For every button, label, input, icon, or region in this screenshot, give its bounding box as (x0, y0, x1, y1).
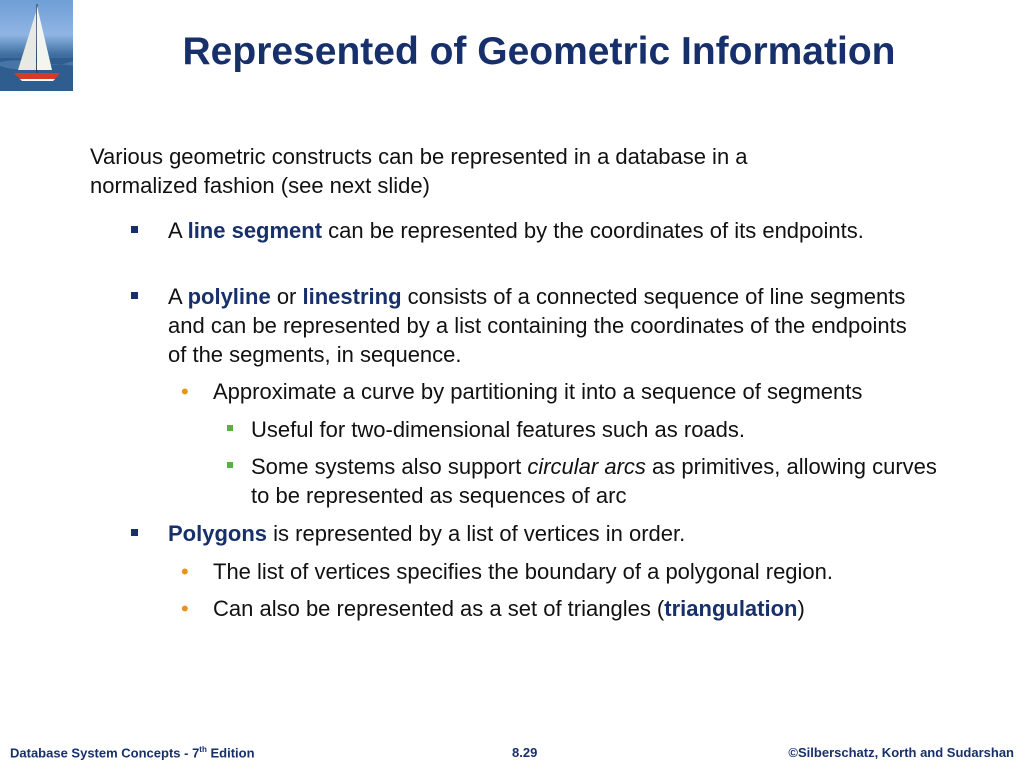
keyword-polygons: Polygons (168, 521, 268, 546)
list-item-triangulation: • Can also be represented as a set of triangles (triangulation) (181, 596, 805, 621)
keyword-line-segment: line segment (187, 218, 323, 243)
footer-page-number: 8.29 (512, 745, 538, 760)
keyword-triangulation: triangulation (664, 596, 798, 621)
footer-book-title: Database System Concepts - 7th Edition (10, 745, 255, 761)
list-item-line-segment: A line segment can be represented by the coordinates of its endpoints. (168, 216, 928, 245)
list-item-polyline: A polyline or linestring consists of a connected sequence of line segments and can be represented by a list containing the coordinates of the endpoints of the segments, in sequence. (168, 282, 928, 369)
list-item-vertices: • The list of vertices specifies the boundary of a polygonal region. (181, 559, 834, 584)
square-bullet-icon (131, 292, 138, 299)
dot-bullet-icon: • (181, 559, 189, 584)
keyword-polyline: polyline (187, 284, 271, 309)
dot-bullet-icon: • (181, 379, 189, 404)
intro-paragraph: Various geometric constructs can be represented in a database in a normalized fashion (see next slide) (90, 144, 748, 198)
list-item-polygons: Polygons is represented by a list of vertices in order. (168, 519, 928, 548)
slide-title: Represented of Geometric Information (182, 30, 896, 73)
keyword-linestring: linestring (302, 284, 402, 309)
emphasis-circular-arcs: circular arcs (527, 454, 646, 479)
square-bullet-icon (131, 529, 138, 536)
square-bullet-icon (227, 425, 233, 431)
list-item-circular-arcs: Some systems also support circular arcs as primitives, allowing curves to be represented as sequences of arc (251, 452, 951, 510)
list-item-two-dimensional: Useful for two-dimensional features such as roads. (251, 415, 951, 444)
square-bullet-icon (227, 462, 233, 468)
footer-copyright: ©Silberschatz, Korth and Sudarshan (788, 745, 1014, 760)
square-bullet-icon (131, 226, 138, 233)
sailboat-logo-icon (0, 0, 73, 91)
dot-bullet-icon: • (181, 596, 189, 621)
list-item-approximate-curve: • Approximate a curve by partitioning it into a sequence of segments (181, 379, 863, 404)
